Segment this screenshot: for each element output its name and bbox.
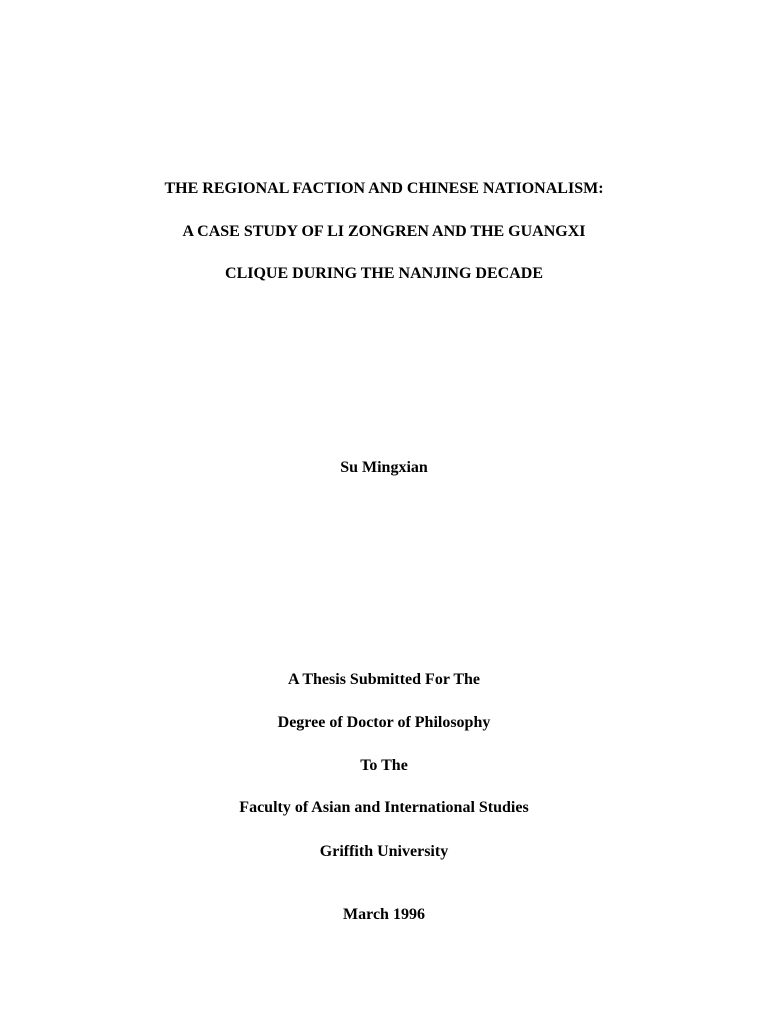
- submission-date: March 1996: [343, 906, 425, 923]
- thesis-title-line-1: THE REGIONAL FACTION AND CHINESE NATIONALISM:: [164, 180, 604, 197]
- submission-line-4: Faculty of Asian and International Studies: [239, 799, 529, 816]
- submission-line-5: Griffith University: [319, 843, 449, 860]
- submission-line-2: Degree of Doctor of Philosophy: [277, 714, 491, 731]
- author-name: Su Mingxian: [340, 459, 428, 476]
- submission-line-3: To The: [360, 757, 408, 774]
- thesis-title-line-3: CLIQUE DURING THE NANJING DECADE: [225, 265, 543, 282]
- submission-line-1: A Thesis Submitted For The: [287, 671, 481, 688]
- thesis-title-line-2: A CASE STUDY OF LI ZONGREN AND THE GUANGXI: [182, 223, 586, 240]
